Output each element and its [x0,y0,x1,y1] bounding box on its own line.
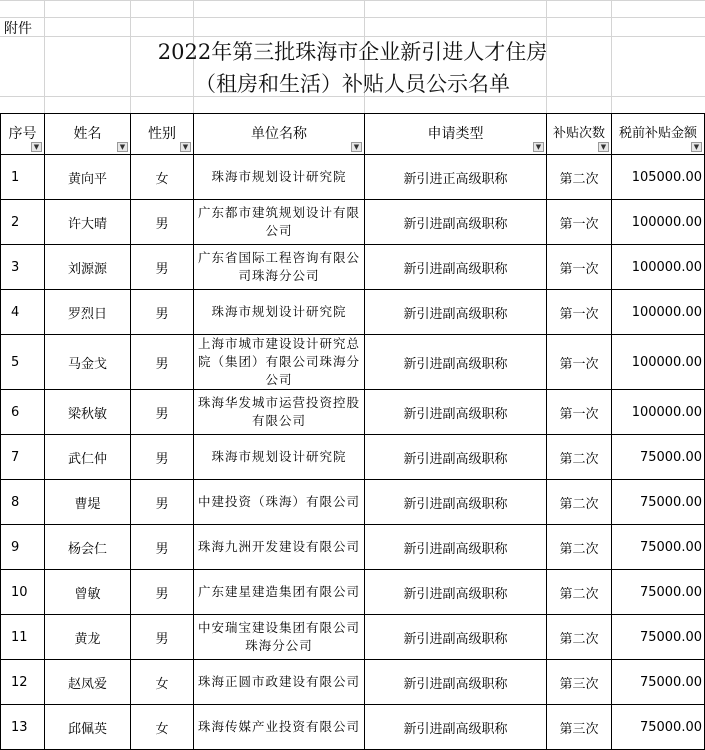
cell-gender[interactable]: 男 [131,615,194,660]
header-row [1,114,705,155]
cell-type[interactable]: 新引进副高级职称 [365,200,547,245]
filter-dropdown-icon[interactable]: ▼ [598,142,609,152]
cell-times[interactable]: 第一次 [547,290,612,335]
cell-unit[interactable]: 中建投资（珠海）有限公司 [194,480,365,525]
cell-times[interactable]: 第三次 [547,660,612,705]
header-unit[interactable]: 单位名称 ▼ [194,114,365,155]
cell-gender[interactable]: 男 [131,245,194,290]
cell-type[interactable]: 新引进副高级职称 [365,435,547,480]
header-amount[interactable]: 税前补贴金额 ▼ [612,114,705,155]
header-type[interactable]: 申请类型 ▼ [365,114,547,155]
header-name[interactable]: 姓名 ▼ [45,114,131,155]
cell-unit[interactable]: 上海市城市建设设计研究总院（集团）有限公司珠海分公司 [194,335,365,390]
cell-times[interactable]: 第三次 [547,705,612,750]
cell-gender[interactable]: 男 [131,200,194,245]
cell-name[interactable]: 曹堤 [45,480,131,525]
table-body [1,155,705,750]
header-times[interactable]: 补贴次数 ▼ [547,114,612,155]
table-row [1,390,705,435]
cell-gender[interactable]: 男 [131,525,194,570]
cell-amount[interactable]: 100000.00 [612,290,705,335]
cell-times[interactable]: 第二次 [547,435,612,480]
cell-gender[interactable]: 女 [131,660,194,705]
cell-gender[interactable]: 男 [131,290,194,335]
table-row [1,290,705,335]
cell-seq[interactable]: 5 [1,335,45,390]
cell-amount[interactable]: 100000.00 [612,200,705,245]
cell-type[interactable]: 新引进副高级职称 [365,480,547,525]
cell-type[interactable]: 新引进副高级职称 [365,335,547,390]
cell-amount[interactable]: 75000.00 [612,705,705,750]
table-row [1,615,705,660]
filter-dropdown-icon[interactable]: ▼ [691,142,702,152]
cell-times[interactable]: 第一次 [547,335,612,390]
cell-gender[interactable]: 男 [131,480,194,525]
cell-gender[interactable]: 男 [131,390,194,435]
cell-amount[interactable]: 75000.00 [612,525,705,570]
cell-unit[interactable]: 广东建星建造集团有限公司 [194,570,365,615]
cell-seq[interactable]: 1 [1,155,45,200]
cell-seq[interactable]: 4 [1,290,45,335]
cell-times[interactable]: 第一次 [547,200,612,245]
table-row [1,660,705,705]
filter-dropdown-icon[interactable]: ▼ [117,142,128,152]
cell-amount[interactable]: 105000.00 [612,155,705,200]
table-row [1,155,705,200]
cell-gender[interactable]: 男 [131,435,194,480]
cell-name[interactable]: 黄龙 [45,615,131,660]
title-line-1: 2022年第三批珠海市企业新引进人才住房 [157,40,548,64]
cell-name[interactable]: 梁秋敏 [45,390,131,435]
table-row [1,480,705,525]
cell-seq[interactable]: 6 [1,390,45,435]
filter-dropdown-icon[interactable]: ▼ [180,142,191,152]
cell-type[interactable]: 新引进副高级职称 [365,705,547,750]
cell-name[interactable]: 许大晴 [45,200,131,245]
page-title [0,36,705,100]
cell-name[interactable]: 黄向平 [45,155,131,200]
filter-dropdown-icon[interactable]: ▼ [351,142,362,152]
cell-unit[interactable]: 中安瑞宝建设集团有限公司珠海分公司 [194,615,365,660]
cell-name[interactable]: 刘源源 [45,245,131,290]
cell-seq[interactable]: 9 [1,525,45,570]
grid-line [0,17,705,18]
cell-type[interactable]: 新引进副高级职称 [365,660,547,705]
cell-times[interactable]: 第一次 [547,390,612,435]
table-row [1,435,705,480]
filter-dropdown-icon[interactable]: ▼ [533,142,544,152]
cell-amount[interactable]: 75000.00 [612,480,705,525]
cell-name[interactable]: 邱佩英 [45,705,131,750]
title-line-2: （租房和生活）补贴人员公示名单 [195,72,510,96]
cell-seq[interactable]: 7 [1,435,45,480]
cell-type[interactable]: 新引进副高级职称 [365,525,547,570]
cell-name[interactable]: 罗烈日 [45,290,131,335]
table-row [1,570,705,615]
subsidy-table [0,113,705,750]
cell-seq[interactable]: 12 [1,660,45,705]
cell-name[interactable]: 杨会仁 [45,525,131,570]
cell-amount[interactable]: 75000.00 [612,435,705,480]
cell-times[interactable]: 第二次 [547,525,612,570]
cell-type[interactable]: 新引进副高级职称 [365,290,547,335]
cell-gender[interactable]: 男 [131,570,194,615]
table-row [1,245,705,290]
table-row [1,525,705,570]
cell-unit[interactable]: 珠海传媒产业投资有限公司 [194,705,365,750]
cell-unit[interactable]: 珠海市规划设计研究院 [194,290,365,335]
header-gender[interactable]: 性别 ▼ [131,114,194,155]
cell-unit[interactable]: 广东都市建筑规划设计有限公司 [194,200,365,245]
cell-seq[interactable]: 13 [1,705,45,750]
cell-gender[interactable]: 女 [131,705,194,750]
cell-name[interactable]: 马金戈 [45,335,131,390]
cell-seq[interactable]: 10 [1,570,45,615]
cell-times[interactable]: 第二次 [547,155,612,200]
cell-amount[interactable]: 75000.00 [612,660,705,705]
table-row [1,335,705,390]
cell-name[interactable]: 曾敏 [45,570,131,615]
cell-amount[interactable]: 100000.00 [612,245,705,290]
cell-unit[interactable]: 广东省国际工程咨询有限公司珠海分公司 [194,245,365,290]
cell-gender[interactable]: 女 [131,155,194,200]
table-row [1,200,705,245]
cell-times[interactable]: 第二次 [547,615,612,660]
cell-unit[interactable]: 珠海市规划设计研究院 [194,435,365,480]
cell-gender[interactable]: 男 [131,335,194,390]
cell-unit[interactable]: 珠海九洲开发建设有限公司 [194,525,365,570]
header-seq[interactable]: 序号 ▼ [1,114,45,155]
filter-dropdown-icon[interactable]: ▼ [31,142,42,152]
cell-type[interactable]: 新引进副高级职称 [365,390,547,435]
cell-name[interactable]: 武仁仲 [45,435,131,480]
cell-type[interactable]: 新引进正高级职称 [365,155,547,200]
cell-unit[interactable]: 珠海华发城市运营投资控股有限公司 [194,390,365,435]
cell-type[interactable]: 新引进副高级职称 [365,570,547,615]
cell-times[interactable]: 第二次 [547,480,612,525]
cell-unit[interactable]: 珠海市规划设计研究院 [194,155,365,200]
grid-line [0,0,705,1]
cell-name[interactable]: 赵凤爱 [45,660,131,705]
cell-seq[interactable]: 3 [1,245,45,290]
cell-times[interactable]: 第一次 [547,245,612,290]
cell-type[interactable]: 新引进副高级职称 [365,245,547,290]
cell-amount[interactable]: 75000.00 [612,615,705,660]
cell-amount[interactable]: 100000.00 [612,390,705,435]
cell-times[interactable]: 第二次 [547,570,612,615]
cell-unit[interactable]: 珠海正圆市政建设有限公司 [194,660,365,705]
cell-amount[interactable]: 100000.00 [612,335,705,390]
cell-seq[interactable]: 2 [1,200,45,245]
table-row [1,705,705,750]
cell-seq[interactable]: 11 [1,615,45,660]
cell-type[interactable]: 新引进副高级职称 [365,615,547,660]
cell-seq[interactable]: 8 [1,480,45,525]
cell-amount[interactable]: 75000.00 [612,570,705,615]
attachment-label: 附件 [4,21,32,37]
